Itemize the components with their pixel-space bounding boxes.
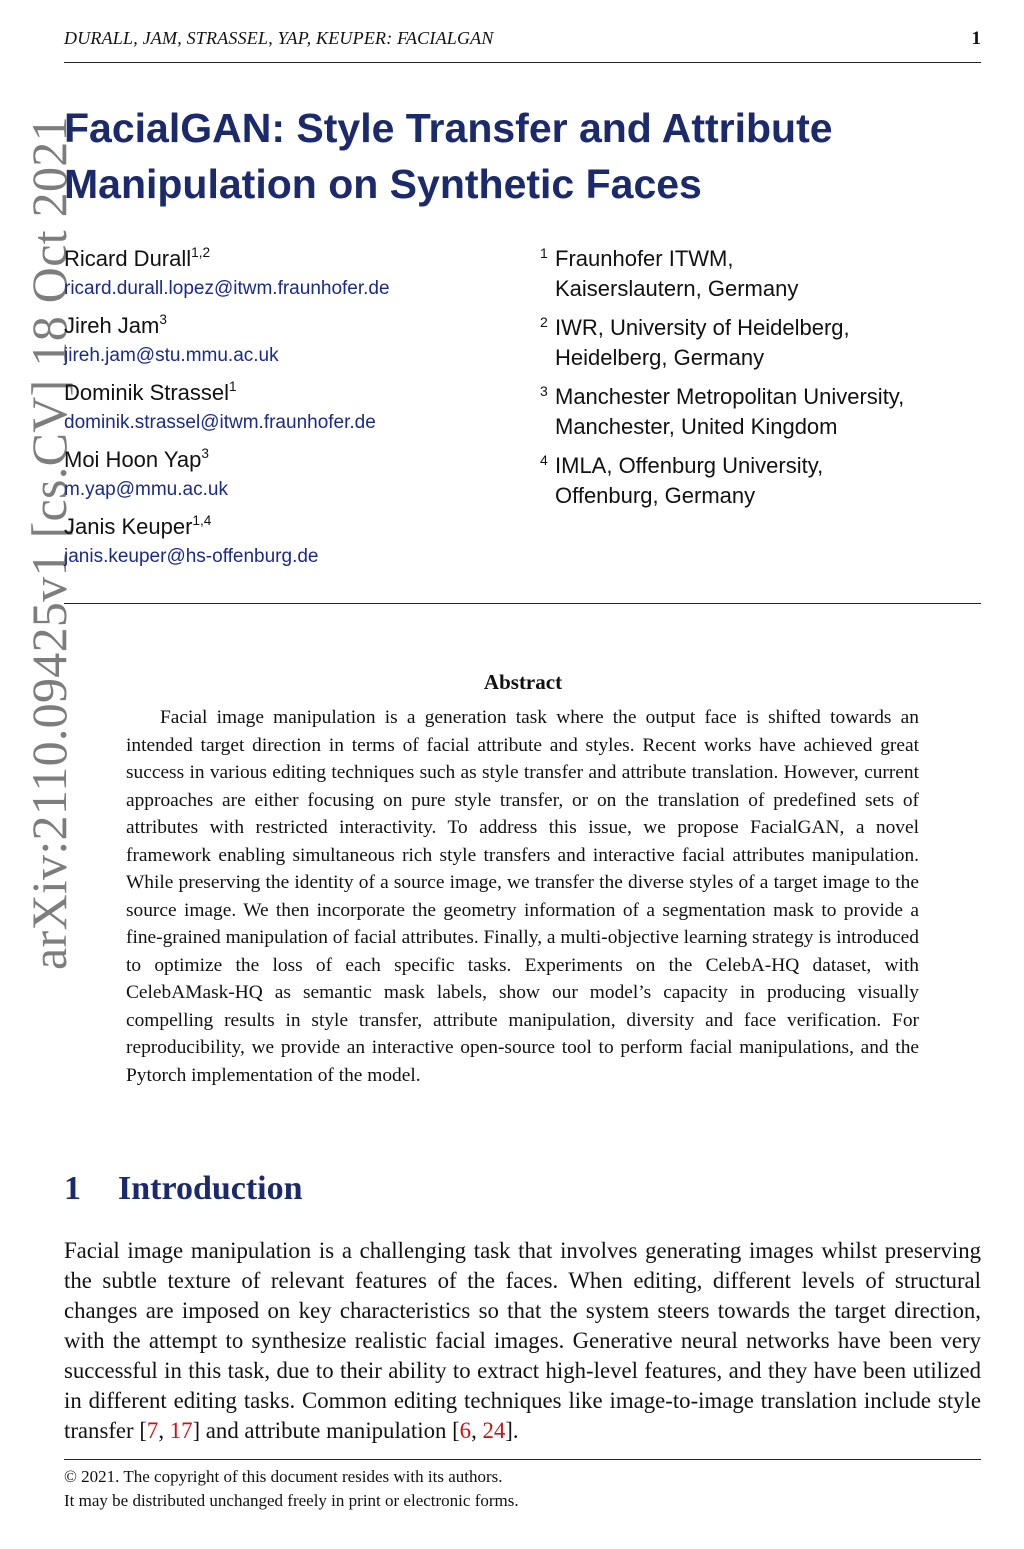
header-rule bbox=[64, 62, 981, 63]
affiliation-number: 3 bbox=[540, 383, 548, 399]
paper-title bbox=[64, 100, 944, 212]
introduction-paragraph bbox=[64, 1236, 981, 1446]
affiliation-line: IWR, University of Heidelberg, bbox=[555, 315, 850, 340]
author-list bbox=[64, 244, 504, 579]
affiliation-entry bbox=[540, 244, 980, 313]
author-entry bbox=[64, 445, 504, 512]
affiliation-line: Kaiserslautern, Germany bbox=[555, 276, 799, 301]
affiliation-entry bbox=[540, 451, 980, 520]
affiliation-entry bbox=[540, 313, 980, 382]
section-number: 1 bbox=[64, 1170, 81, 1207]
footnote-rule bbox=[64, 1459, 981, 1460]
affiliation-line: Manchester Metropolitan University, bbox=[555, 384, 905, 409]
author-affiliation-marker: 1 bbox=[229, 379, 237, 395]
running-header bbox=[64, 28, 981, 52]
author-name: Moi Hoon Yap bbox=[64, 447, 202, 472]
author-name: Ricard Durall bbox=[64, 246, 192, 271]
author-entry bbox=[64, 512, 504, 579]
section-heading-introduction bbox=[64, 1170, 303, 1208]
intro-text: Facial image manipulation is a challenging task that involves generating images whilst preserving the subtle texture of relevant features of the faces. When editing, different levels of structural changes are imposed on key characteristics so that the system steers towards the target direction, with the attempt to synthesize realistic facial images. Generative neural networks have been very successful in this task, due to their ability to extract high-level features, and they have been utilized in different editing tasks. Common editing techniques like image-to-image translation include style transfer [ bbox=[64, 1238, 981, 1443]
author-email-link[interactable]: dominik.strassel@itwm.fraunhofer.de bbox=[64, 412, 376, 433]
arxiv-stamp: arXiv:2110.09425v1 [cs.CV] 18 Oct 2021 bbox=[21, 116, 77, 970]
running-header-authors: DURALL, JAM, STRASSEL, YAP, KEUPER: FACIALGAN bbox=[64, 28, 494, 48]
section-title-text: Introduction bbox=[118, 1170, 303, 1207]
author-entry bbox=[64, 378, 504, 445]
author-name: Jireh Jam bbox=[64, 313, 160, 338]
page-number: 1 bbox=[971, 28, 981, 49]
title-line-2: Manipulation on Synthetic Faces bbox=[64, 161, 702, 207]
footnote-line: © 2021. The copyright of this document resides with its authors. bbox=[64, 1467, 503, 1486]
affiliation-number: 1 bbox=[540, 245, 548, 261]
citation-link[interactable]: 24 bbox=[482, 1418, 506, 1443]
affiliation-number: 2 bbox=[540, 314, 548, 330]
author-email-link[interactable]: jireh.jam@stu.mmu.ac.uk bbox=[64, 345, 279, 366]
author-affiliation-marker: 3 bbox=[159, 312, 167, 328]
intro-text: ] and attribute manipulation [ bbox=[192, 1418, 460, 1443]
title-line-1: FacialGAN: Style Transfer and Attribute bbox=[64, 105, 833, 151]
author-name: Dominik Strassel bbox=[64, 380, 230, 405]
author-name: Janis Keuper bbox=[64, 514, 193, 539]
affiliation-line: Fraunhofer ITWM, bbox=[555, 246, 734, 271]
affiliation-line: Offenburg, Germany bbox=[555, 483, 756, 508]
author-email-link[interactable]: ricard.durall.lopez@itwm.fraunhofer.de bbox=[64, 278, 390, 299]
author-affiliation-marker: 1,4 bbox=[192, 513, 212, 529]
citation-link[interactable]: 7 bbox=[146, 1418, 159, 1443]
citation-link[interactable]: 6 bbox=[459, 1418, 472, 1443]
affiliation-line: Heidelberg, Germany bbox=[555, 345, 765, 370]
author-email-link[interactable]: janis.keuper@hs-offenburg.de bbox=[64, 546, 319, 567]
affiliation-number: 4 bbox=[540, 452, 548, 468]
author-email-link[interactable]: m.yap@mmu.ac.uk bbox=[64, 479, 228, 500]
author-affiliation-marker: 3 bbox=[201, 446, 209, 462]
copyright-footnote bbox=[64, 1465, 981, 1513]
affiliation-line: IMLA, Offenburg University, bbox=[555, 453, 824, 478]
intro-text: ]. bbox=[505, 1418, 519, 1443]
abstract-heading: Abstract bbox=[483, 670, 563, 694]
author-block-rule bbox=[64, 603, 981, 604]
affiliation-line: Manchester, United Kingdom bbox=[555, 414, 838, 439]
citation-link[interactable]: 17 bbox=[169, 1418, 193, 1443]
affiliation-entry bbox=[540, 382, 980, 451]
citation-separator: , bbox=[471, 1418, 483, 1443]
author-entry bbox=[64, 244, 504, 311]
author-affiliation-marker: 1,2 bbox=[191, 245, 211, 261]
author-entry bbox=[64, 311, 504, 378]
citation-separator: , bbox=[158, 1418, 170, 1443]
abstract-text: Facial image manipulation is a generation task where the output face is shifted towards an intended target direction in terms of facial attribute and styles. Recent works have achieved great success in various editing techniques such as style transfer and attribute translation. However, current approaches are either focusing on pure style transfer, or on the translation of predefined sets of attributes with restricted interactivity. To address this issue, we propose FacialGAN, a novel framework enabling simultaneous rich style transfers and interactive facial attributes manipulation. While preserving the identity of a source image, we transfer the diverse styles of a target image to the source image. We then incorporate the geometry information of a segmentation mask to provide a fine-grained manipulation of facial attributes. Finally, a multi-objective learning strategy is introduced to optimize the loss of each specific tasks. Experiments on the CelebA-HQ dataset, with CelebAMask-HQ as semantic mask labels, show our model’s capacity in producing visually compelling results in style transfer, attribute manipulation, diversity and face verification. For reproducibility, we provide an interactive open-source tool to perform facial manipulations, and the Pytorch implementation of the model. bbox=[126, 707, 919, 1086]
footnote-line: It may be distributed unchanged freely in print or electronic forms. bbox=[64, 1491, 519, 1510]
affiliation-list bbox=[540, 244, 980, 520]
